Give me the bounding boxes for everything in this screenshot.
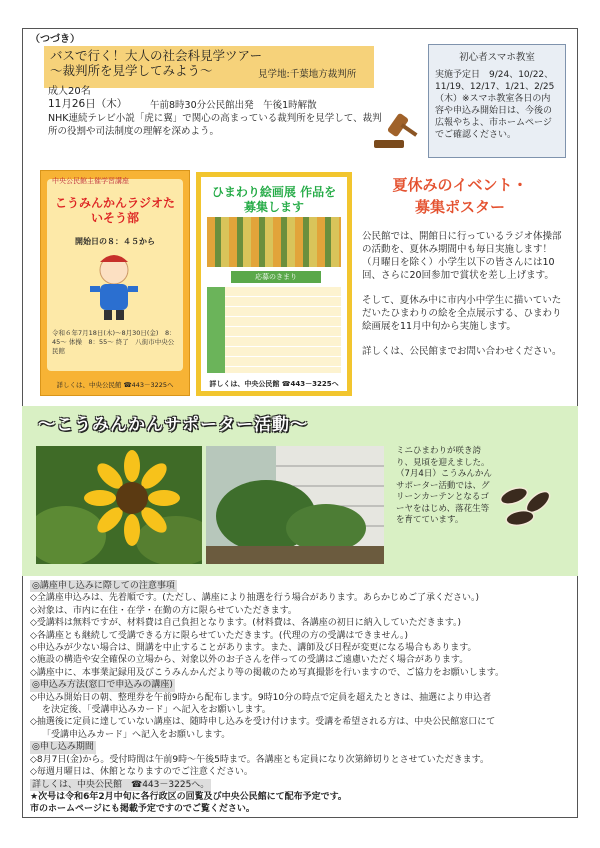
poster2-footer: 詳しくは、中央公民館 ☎443－3225へ bbox=[209, 380, 339, 388]
tour-title-line1: バスで行く！大人の社会科見学ツアー bbox=[50, 48, 263, 63]
sunflower-photo bbox=[36, 446, 202, 564]
poster2-rules-heading: 応募のきまり bbox=[231, 271, 321, 283]
garden-icon bbox=[206, 446, 384, 564]
summer-paragraph-1: 公民館では、開館日に行っているラジオ体操部の活動を、夏休み期間中も毎日実施します！（月曜日を除く）小学生以下の皆さんには10回、さらに20回参加で賞状を差し上げます。 bbox=[362, 231, 562, 281]
notice-line: を決定後、「受講申込みカード」へ記入をお願いします。 bbox=[42, 705, 271, 716]
smartphone-class-title: 初心者スマホ教室 bbox=[459, 52, 535, 63]
summer-paragraph-3: 詳しくは、公民館までお問い合わせください。 bbox=[362, 346, 562, 357]
smartphone-class-body: 実施予定日 9/24、10/22、11/19、12/17、1/21、2/25（木）※スマホ教室各日の内容や申込み開始日は、今後の広報やちよ、市ホームページでご確認ください。 bbox=[435, 70, 555, 140]
gavel-icon bbox=[370, 110, 420, 155]
sunflower-icon bbox=[36, 446, 202, 564]
summer-events-title bbox=[360, 174, 560, 218]
notice-line: ◇対象は、市内に在住・在学・在勤の方に限らせていただきます。 bbox=[30, 605, 297, 616]
smartphone-class-box bbox=[428, 44, 566, 158]
notice-line: ◇講座中に、本事業記録用及びこうみんかんだより等の掲載のため写真撮影を行いますので、ご協力をお願いします。 bbox=[30, 667, 505, 678]
next-issue-notice: ★次号は令和6年2月中旬に各行政区の回覧及び中央公民館にて配布予定です。 bbox=[30, 791, 347, 802]
summer-title-line2: 募集ポスター bbox=[414, 198, 505, 216]
notice-line: ◇各講座とも継続して受講できる方に限らせていただきます。(代理の方の受講はできません。) bbox=[30, 630, 408, 641]
notice-line: ◇8月7日(金)から。受付時間は午前9時～午後5時まで。各講座とも定員になり次第締切りとさせていただきます。 bbox=[30, 754, 489, 765]
tour-time: 午前8時30分公民館出発 午後1時解散 bbox=[150, 100, 317, 111]
poster1-time: 開始日の８：４５から bbox=[75, 237, 155, 246]
poster1-title: こうみんかんラジオたいそう部 bbox=[54, 196, 175, 225]
notice-line: ◇抽選後に定員に達していない講座は、随時申し込みを受け付けます。受講を希望される方は、中央公民館窓口にて bbox=[30, 717, 496, 728]
notice-heading-2: ◎申込み方法(窓口で申込みの講座) bbox=[32, 680, 173, 691]
notice-line: ◇申込み開始日の朝、整理券を午前9時から配布します。9時10分の時点で定員を超えたときは、抽選により申込者 bbox=[30, 692, 492, 703]
tour-date: 11月26日（木） bbox=[48, 98, 128, 110]
poster1-footer: 詳しくは、中央公民館 ☎443－3225へ bbox=[56, 381, 174, 389]
seeds-icon bbox=[496, 480, 556, 530]
green-curtain-photo bbox=[206, 446, 384, 564]
tour-title-line2: ～裁判所を見学してみよう～ bbox=[50, 63, 213, 78]
notice-line: ◇全講座申込みは、先着順です。(ただし、講座により抽選を行う場合があります。あらかじめご了承ください。) bbox=[30, 593, 480, 604]
poster2-rules-table bbox=[207, 287, 341, 373]
website-notice: 市のホームページにも掲載予定ですのでご覧ください。 bbox=[30, 804, 255, 815]
sunflower-paintings-photo bbox=[207, 217, 341, 267]
notice-line: ◇申込みが少ない場合は、開講を中止することがあります。また、講師及び日程が変更になる場合もあります。 bbox=[30, 643, 477, 654]
registration-notice bbox=[30, 580, 570, 816]
tour-count: 成人20名 bbox=[48, 86, 91, 97]
notice-heading-3: ◎申し込み期間 bbox=[32, 742, 94, 753]
mascot-icon bbox=[86, 252, 142, 322]
tour-description: NHK連続テレビ小説「虎に翼」で関心の高まっている裁判所を見学して、裁判所の役割や司法制度の理解を深めよう。 bbox=[48, 113, 382, 137]
notice-line: ◇施設の構造や安全確保の立場から、対象以外のお子さんを伴っての受講はご遠慮いただく場合があります。 bbox=[30, 655, 469, 666]
summer-paragraph-2: そして、夏休み中に市内小中学生に描いていただいたひまわりの絵を全点展示する、ひまわり絵画展を11月中旬から実施します。 bbox=[362, 295, 562, 332]
poster1-header: 中央公民館主催学習講座 bbox=[52, 177, 129, 185]
continued-label: （つづき） bbox=[30, 34, 80, 45]
tour-place: 見学地:千葉地方裁判所 bbox=[258, 69, 357, 80]
notice-line: 「受講申込みカード」へ記入をお願いします。 bbox=[42, 729, 231, 740]
notice-heading-1: ◎講座申し込みに際しての注意事項 bbox=[32, 581, 175, 591]
summer-events-body bbox=[362, 230, 568, 370]
supporter-description: ミニひまわりが咲き誇り、見頃を迎えました。（7月4日）こうみんかんサポーター活動では、グリーンカーテンとなるゴーヤをはじめ、落花生等を育てています。 bbox=[396, 446, 492, 525]
poster2-title: ひまわり絵画展 作品を募集します bbox=[211, 185, 337, 214]
summer-title-line1: 夏休みのイベント・ bbox=[392, 176, 528, 194]
notice-line: ◇毎週月曜日は、休館となりますのでご注意ください。 bbox=[30, 767, 253, 778]
poster1-schedule: 令和６年7月18日(木)～8月30日(金) 8：45～ 体操 8：55～ 終了 八街市中央公民館 bbox=[52, 329, 176, 355]
supporter-title: ～こうみんかんサポーター活動～ bbox=[38, 415, 308, 435]
notice-line: ◇受講料は無料ですが、材料費は自己負担となります。(材料費は、各講座の初日に納入していただきます。) bbox=[30, 618, 462, 629]
sunflower-art-poster bbox=[196, 172, 352, 396]
contact-info: 詳しくは、中央公民館 ☎443－3225へ。 bbox=[32, 779, 210, 790]
